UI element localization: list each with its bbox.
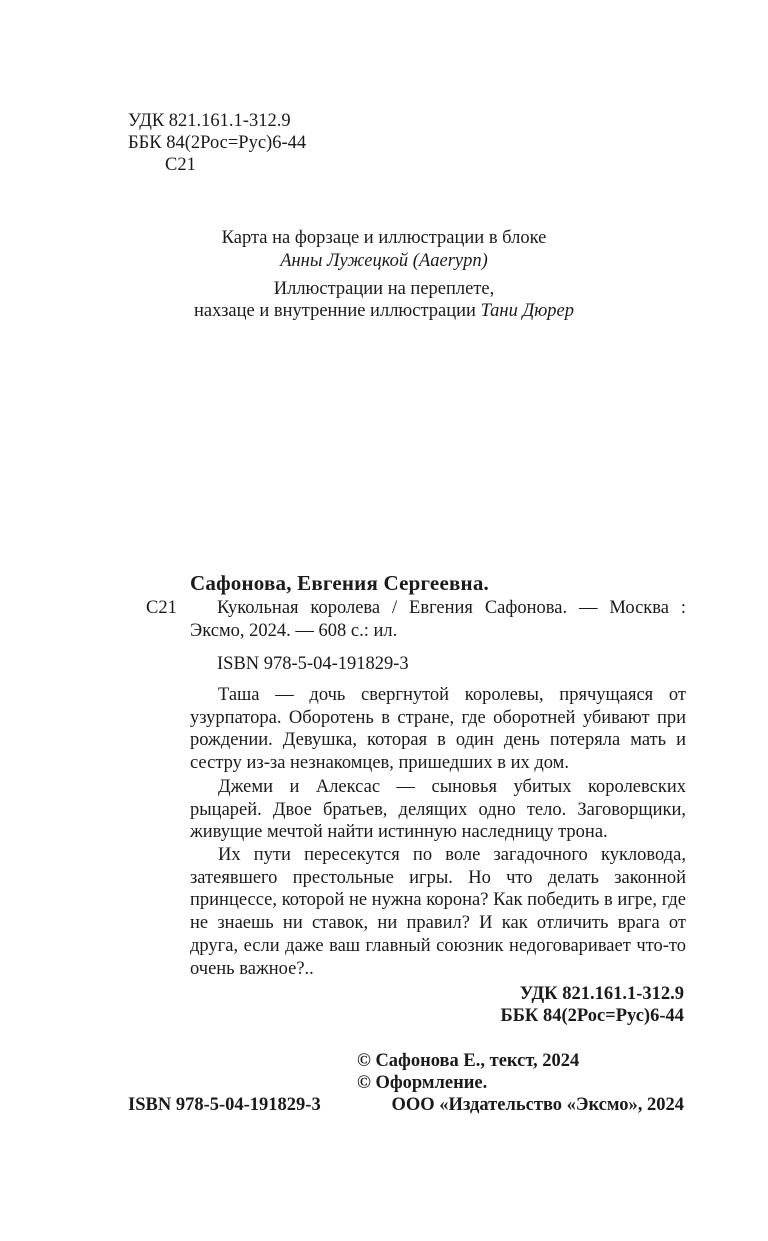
bib-author: Сафонова, Евгения Сергеевна. <box>190 571 489 595</box>
isbn-bottom: ISBN 978-5-04-191829-3 <box>128 1095 321 1115</box>
udk-code-bottom: УДК 821.161.1-312.9 <box>519 984 684 1004</box>
credits-illustrator-name: Тани Дюрер <box>480 301 575 321</box>
bbk-code-bottom: ББК 84(2Рос=Рус)6-44 <box>500 1006 684 1026</box>
author-mark-top: С21 <box>165 155 196 175</box>
bbk-code-top: ББК 84(2Рос=Рус)6-44 <box>128 133 307 153</box>
bib-mark: С21 <box>146 598 177 618</box>
credits-line-3: Иллюстрации на переплете, <box>273 279 495 299</box>
credits-line-4 <box>0 300 768 322</box>
annotation-paragraph-3: Их пути пересекутся по воле загадочного кукловода, затеявшего престольные игры. Но что делать законной принцессе, которой не нужна корона? Как победить в игре, где не знаешь ни ставок, ни правил? И как отличить врага от друга, если даже ваш главный союзник недоговаривает что-то очень важное?.. <box>190 845 686 979</box>
annotation-paragraph-2: Джеми и Алексас — сыновья убитых королевских рыцарей. Двое братьев, делящих одно тело. Заговорщики, живущие мечтой найти истинную наследницу трона. <box>190 777 686 843</box>
bib-isbn: ISBN 978-5-04-191829-3 <box>217 654 409 674</box>
bib-title-line-1: Кукольная королева / Евгения Сафонова. — Москва : <box>217 598 686 618</box>
credits-line-2: Анны Лужецкой (Aaerypn) <box>280 251 488 271</box>
copyright-design: © Оформление. <box>357 1073 488 1093</box>
bib-title-line-2: Эксмо, 2024. — 608 с.: ил. <box>190 621 398 641</box>
annotation-paragraph-1: Таша — дочь свергнутой королевы, прячущаяся от узурпатора. Оборотень в стране, где оборотней убивают при рождении. Девушка, которая в один день потеряла мать и сестру из-за незнакомцев, пришедших в их дом. <box>190 685 686 774</box>
credits-line-1: Карта на форзаце и иллюстрации в блоке <box>221 228 547 248</box>
credits-line-4-prefix: нахзаце и внутренние иллюстрации <box>193 301 481 321</box>
udk-code-top: УДК 821.161.1-312.9 <box>128 111 291 131</box>
copyright-publisher: ООО «Издательство «Эксмо», 2024 <box>391 1095 684 1115</box>
copyright-text: © Сафонова Е., текст, 2024 <box>357 1051 580 1071</box>
